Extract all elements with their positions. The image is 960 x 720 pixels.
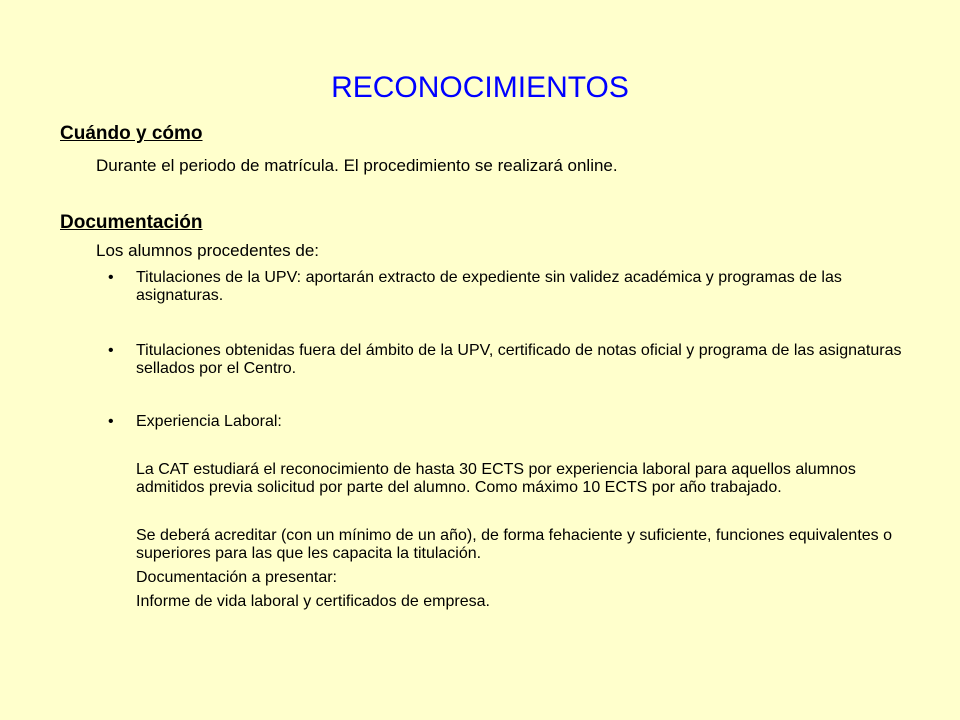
experiencia-paragraph-reconocimiento: La CAT estudiará el reconocimiento de hasta 30 ECTS por experiencia laboral para aquellos alumnos admitidos previa solicitud por parte del alumno. Como máximo 10 ECTS por año trabajado. — [136, 461, 856, 496]
bullet-item-experiencia: Experiencia Laboral: — [136, 413, 282, 430]
bullet-item-fuera-upv: Titulaciones obtenidas fuera del ámbito de la UPV, certificado de notas oficial y programa de las asignaturas sellados por el Centro. — [136, 342, 902, 377]
bullet-item-upv: Titulaciones de la UPV: aportarán extracto de expediente sin validez académica y programas de las asignaturas. — [136, 269, 842, 304]
bullet-marker: • — [108, 342, 114, 359]
slide-title: RECONOCIMIENTOS — [331, 71, 629, 104]
experiencia-paragraph-documentacion-label: Documentación a presentar: — [136, 569, 337, 586]
documentacion-intro: Los alumnos procedentes de: — [96, 241, 320, 260]
experiencia-paragraph-informe: Informe de vida laboral y certificados de empresa. — [136, 593, 490, 610]
bullet-marker: • — [108, 269, 114, 286]
experiencia-paragraph-acreditar: Se deberá acreditar (con un mínimo de un año), de forma fehaciente y suficiente, funciones equivalentes o superiores para las que les capacita la titulación. — [136, 527, 893, 562]
bullet-marker: • — [108, 413, 114, 430]
heading-documentacion: Documentación — [60, 212, 203, 233]
cuando-como-text: Durante el periodo de matrícula. El procedimiento se realizará online. — [96, 156, 618, 175]
heading-cuando-como: Cuándo y cómo — [60, 123, 203, 144]
